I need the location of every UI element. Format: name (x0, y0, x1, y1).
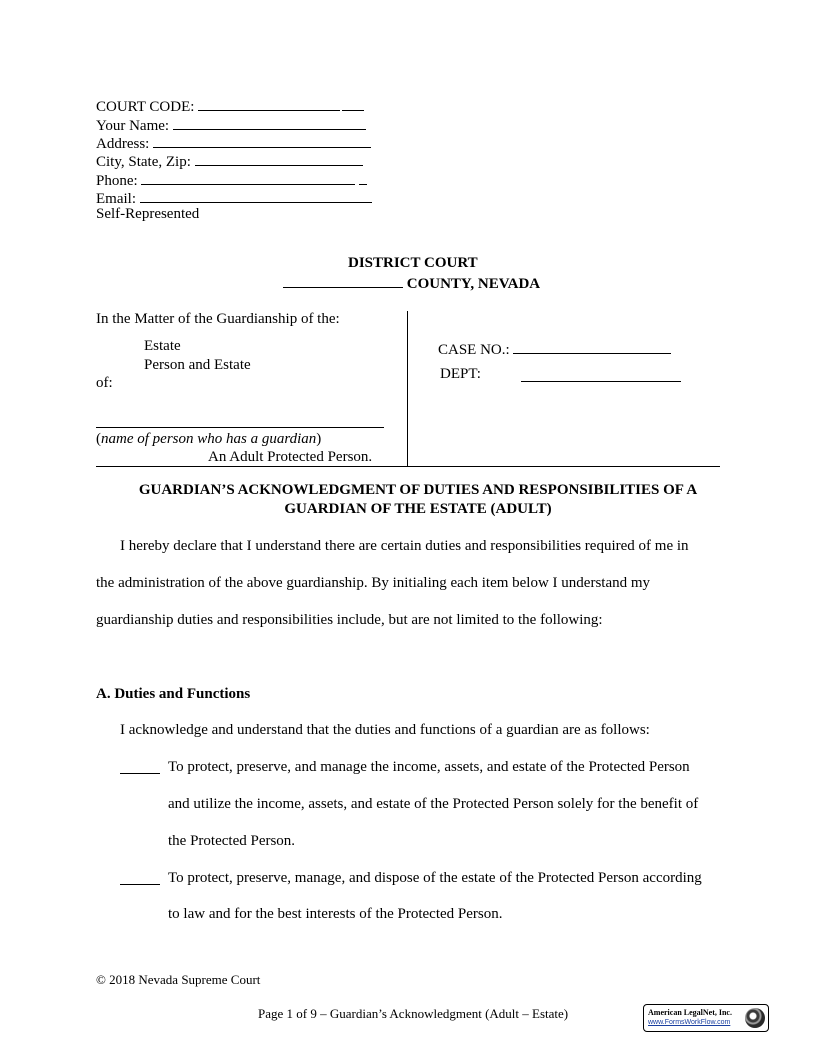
protected-person-name-line[interactable] (96, 427, 384, 428)
logo-company: American LegalNet, Inc. (648, 1008, 732, 1017)
dept-label: DEPT: (440, 366, 481, 382)
city-state-zip-field (96, 151, 363, 171)
section-a-heading: A. Duties and Functions (96, 686, 251, 702)
court-name: DISTRICT COURT (348, 255, 478, 271)
case-no-blank[interactable] (513, 339, 671, 354)
phone-label: Phone: (96, 173, 138, 189)
your-name-field (96, 115, 366, 135)
city-state-zip-label: City, State, Zip: (96, 154, 191, 170)
item2-line1: To protect, preserve, manage, and dispose of the estate of the Protected Person according (168, 870, 702, 886)
of-label: of: (96, 375, 113, 391)
matter-label: In the Matter of the Guardianship of the: (96, 311, 340, 327)
name-hint: (name of person who has a guardian) (96, 431, 322, 447)
doc-title-line1: GUARDIAN’S ACKNOWLEDGMENT OF DUTIES AND RESPONSIBILITIES OF A (138, 482, 698, 498)
name-hint-text: name of person who has a guardian (101, 431, 317, 447)
county-blank[interactable] (283, 273, 403, 288)
intro-line1: I hereby declare that I understand there are certain duties and responsibilities required of me in (120, 538, 689, 554)
logo-globe-icon (745, 1008, 765, 1028)
address-blank[interactable] (153, 133, 371, 148)
phone-blank-2[interactable] (359, 170, 367, 185)
phone-field (96, 170, 367, 190)
item1-line1: To protect, preserve, and manage the income, assets, and estate of the Protected Person (168, 759, 690, 775)
your-name-blank[interactable] (173, 115, 366, 130)
address-field (96, 133, 371, 153)
dept-field (440, 366, 481, 383)
court-code-field (96, 96, 364, 116)
case-no-field (438, 339, 671, 359)
section-a-lead: I acknowledge and understand that the duties and functions of a guardian are as follows: (120, 722, 650, 738)
dept-blank[interactable] (521, 381, 681, 382)
option-person-estate[interactable]: Person and Estate (144, 357, 251, 373)
court-code-blank[interactable] (198, 96, 340, 111)
intro-line3: guardianship duties and responsibilities include, but are not limited to the following: (96, 612, 603, 628)
option-estate[interactable]: Estate (144, 338, 181, 354)
caption-divider-vertical (407, 311, 408, 466)
publisher-logo[interactable] (643, 1004, 769, 1032)
case-no-label: CASE NO.: (438, 342, 510, 358)
address-label: Address: (96, 136, 150, 152)
email-field (96, 188, 372, 208)
city-state-zip-blank[interactable] (195, 151, 363, 166)
item1-line3: the Protected Person. (168, 833, 296, 849)
doc-title-line2: GUARDIAN OF THE ESTATE (ADULT) (284, 501, 552, 517)
your-name-label: Your Name: (96, 118, 170, 134)
email-blank[interactable] (140, 188, 372, 203)
initial-blank-2[interactable] (120, 884, 160, 885)
copyright: © 2018 Nevada Supreme Court (96, 972, 261, 987)
court-code-label: COURT CODE: (96, 99, 195, 115)
phone-blank[interactable] (141, 170, 355, 185)
logo-url[interactable]: www.FormsWorkFlow.com (648, 1019, 731, 1026)
county-line (283, 273, 540, 293)
page-footer: Page 1 of 9 – Guardian’s Acknowledgment (Adult – Estate) (258, 1006, 569, 1021)
county-label: COUNTY, NEVADA (406, 276, 541, 292)
caption-divider-horizontal (96, 466, 720, 467)
protected-person-label: An Adult Protected Person. (208, 449, 373, 465)
email-label: Email: (96, 191, 136, 207)
item2-line2: to law and for the best interests of the Protected Person. (168, 906, 503, 922)
intro-line2: the administration of the above guardianship. By initialing each item below I understand my (96, 575, 651, 591)
initial-blank-1[interactable] (120, 773, 160, 774)
self-represented-label: Self-Represented (96, 206, 200, 222)
court-code-blank-2[interactable] (342, 96, 364, 111)
item1-line2: and utilize the income, assets, and estate of the Protected Person solely for the benefit of (168, 796, 699, 812)
